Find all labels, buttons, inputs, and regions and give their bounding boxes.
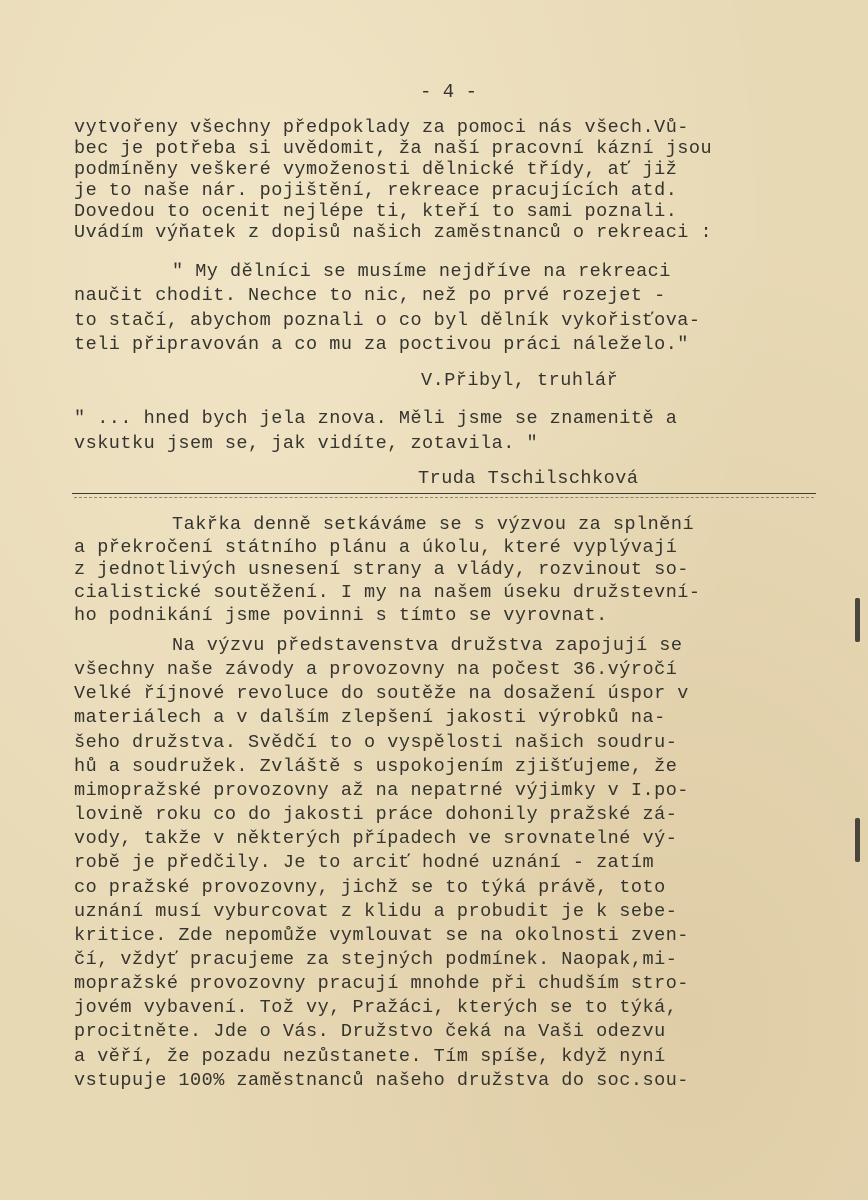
- text-line: jovém vybavení. Tož vy, Pražáci, kterých se to týká,: [74, 997, 678, 1019]
- text-line: Uvádím výňatek z dopisů našich zaměstnanců o rekreaci :: [74, 222, 713, 243]
- text-line: čí, vždyť pracujeme za stejných podmínek. Naopak,mi-: [74, 948, 678, 970]
- text-line: Dovedou to ocenit nejlépe ti, kteří to sami poznali.: [74, 201, 678, 222]
- page-number: - 4 -: [420, 81, 478, 103]
- text-line: mopražské provozovny pracují mnohde při chudším stro-: [74, 973, 689, 995]
- section-divider: [72, 493, 816, 494]
- text-line: šeho družstva. Svědčí to o vyspělosti našich soudru-: [74, 731, 678, 753]
- text-line: bec je potřeba si uvědomit, ža naší pracovní kázní jsou: [74, 138, 713, 159]
- text-line: V.Přibyl, truhlář: [421, 370, 619, 391]
- text-line: z jednotlivých usnesení strany a vlády, rozvinout so-: [74, 559, 689, 581]
- text-line: lovině roku co do jakosti práce dohonily pražské zá-: [74, 804, 678, 826]
- text-line: Velké říjnové revoluce do soutěže na dosažení úspor v: [74, 683, 689, 705]
- text-line: Takřka denně setkáváme se s výzvou za splnění: [172, 514, 695, 535]
- text-line: naučit chodit. Nechce to nic, než po prvé rozejet -: [74, 285, 666, 307]
- text-line: vody, takže v některých případech ve srovnatelné vý-: [74, 828, 678, 850]
- text-line: vskutku jsem se, jak vidíte, zotavila. ": [74, 433, 539, 454]
- binding-mark: [855, 598, 860, 642]
- text-line: Na výzvu představenstva družstva zapojují se: [172, 635, 683, 656]
- text-line: kritice. Zde nepomůže vymlouvat se na okolnosti zven-: [74, 924, 689, 946]
- text-line: a věří, že pozadu nezůstanete. Tím spíše, když nyní: [74, 1045, 666, 1067]
- text-line: a překročení státního plánu a úkolu, které vyplývají: [74, 536, 678, 558]
- text-line: podmíněny veškeré vymoženosti dělnické třídy, ať již: [74, 159, 678, 180]
- text-line: je to naše nár. pojištění, rekreace pracujících atd.: [74, 180, 678, 201]
- binding-mark: [855, 818, 860, 862]
- text-line: procitněte. Jde o Vás. Družstvo čeká na Vaši odezvu: [74, 1021, 666, 1043]
- text-line: všechny naše závody a provozovny na počest 36.výročí: [74, 659, 678, 681]
- text-line: robě je předčily. Je to arciť hodné uznání - zatím: [74, 852, 655, 874]
- text-line: teli připravován a co mu za poctivou práci náleželo.": [74, 334, 689, 356]
- text-line: mimopražské provozovny až na nepatrné výjimky v I.po-: [74, 779, 689, 801]
- text-line: Truda Tschilschková: [418, 468, 639, 489]
- text-line: cialistické soutěžení. I my na našem úseku družstevní-: [74, 582, 701, 604]
- text-line: to stačí, abychom poznali o co byl dělník vykořisťova-: [74, 309, 701, 331]
- text-line: materiálech a v dalším zlepšení jakosti výrobků na-: [74, 707, 666, 729]
- text-line: vstupuje 100% zaměstnanců našeho družstva do soc.sou-: [74, 1069, 689, 1091]
- section-divider-underline: [74, 497, 814, 498]
- text-line: " ... hned bych jela znova. Měli jsme se znamenitě a: [74, 408, 678, 429]
- text-line: hů a soudružek. Zvláště s uspokojením zjišťujeme, že: [74, 755, 678, 777]
- text-line: " My dělníci se musíme nejdříve na rekreaci: [172, 261, 671, 282]
- text-line: ho podnikání jsme povinni s tímto se vyrovnat.: [74, 604, 608, 626]
- text-line: uznání musí vyburcovat z klidu a probudit je k sebe-: [74, 900, 678, 922]
- text-line: co pražské provozovny, jichž se to týká právě, toto: [74, 876, 666, 898]
- text-line: vytvořeny všechny předpoklady za pomoci nás všech.Vů-: [74, 117, 689, 138]
